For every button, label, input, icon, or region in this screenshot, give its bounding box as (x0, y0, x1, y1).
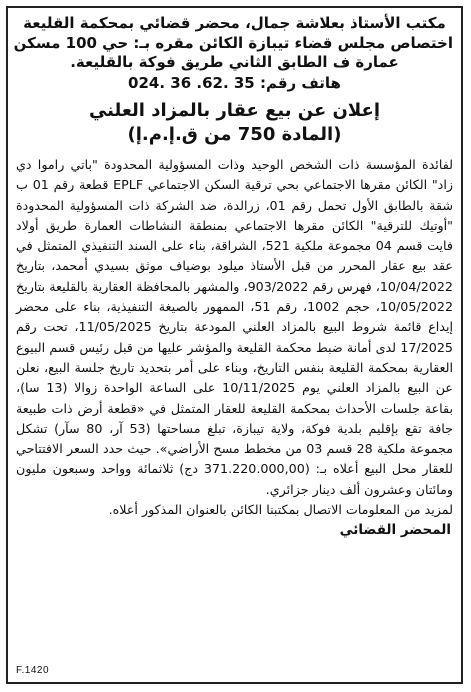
notice-body (8, 147, 461, 500)
office-address: عمارة ف الطابق الثاني طريق فوكة بالقليعة. (70, 53, 399, 71)
notice-body-text: لفائدة المؤسسة ذات الشخص الوحيد وذات المسؤولية المحدودة "باتي راموا دي زاد" الكائن مقرها الاجتماعي بحي ترقية السكن الاجتماعي EPLF قطعة رقم 01 ب شقة بالطابق الأول تحمل رقم 01، زرالدة، ضد الشركة ذات المسؤولية المحدودة "أوتيك للترقية" الكائن مقرها الاجتماعي بمنطقة النشاطات العمارة طريق أولاد فايت قسم 04 مجموعة ملكية 521، الشراقة، بناء على السند التنفيذي المتمثل في عقد بيع عقار المحرر من قبل الأستاذ ميلود بوضياف موثق بسيدي أمحمد، بتاريخ 10/04/2022، فهرس رقم 903/2022، والمشهر بالمحافظة العقارية بالقليعة بتاريخ 10/05/2022، حجم 1002، رقم 51، الممهور بالصيغة التنفيذية، بناء على محضر إيداع قائمة شروط البيع بالمزاد العلني المودعة بتاريخ 11/05/2025، تحت رقم 17/2025 لدى أمانة ضبط محكمة القليعة والمؤشر عليها من قبل رئيس قسم البيوع العقارية بمحكمة القليعة بنفس التاريخ، وبناء على أمر بتحديد تاريخ جلسة البيع، نعلن عن البيع بالمزاد العلني يوم 10/11/2025 على الساعة الواحدة زوالا (13 سا)، بقاعة جلسات الأحداث بمحكمة القليعة للعقار المتمثل في «قطعة أرض ذات طبيعة جافة تقع بإقليم بلدية فوكة، ولاية تيبازة، تبلغ مساحتها (53 آر، 80 سآر) تشكل مجموعة ملكية 28 قسم 03 من مخطط مسح الأراضي». حيث حدد السعر الافتتاحي للعقار محل البيع أعلاه بـ: (371.220.000,00 دج) ثلاثمائة وواحد وسبعون مليون ومائتان وعشرون ألف دينار جزائري. (16, 157, 454, 497)
office-header (8, 8, 461, 93)
office-jurisdiction: اختصاص مجلس قضاء تيبازة الكائن مقره بـ: حي 100 مسكن (13, 33, 453, 52)
notice-article: (المادة 750 من ق.إ.م.إ) (127, 124, 342, 145)
reference-code: F.1420 (16, 665, 50, 676)
bailiff-signature: المحضر القضائي (339, 522, 451, 539)
office-phone: هاتف رقم: 35 .62. 36 .024 (128, 73, 341, 92)
office-name: مكتب الأستاذ بعلاشة جمال، محضر قضائي بمحكمة القليعة (23, 14, 446, 32)
notice-title: إعلان عن بيع عقار بالمزاد العلني (88, 100, 381, 121)
legal-notice (6, 6, 463, 684)
notice-title-block (8, 99, 461, 147)
contact-note: لمزيد من المعلومات الاتصال بمكتبنا الكائن بالعنوان المذكور أعلاه. (108, 502, 453, 518)
